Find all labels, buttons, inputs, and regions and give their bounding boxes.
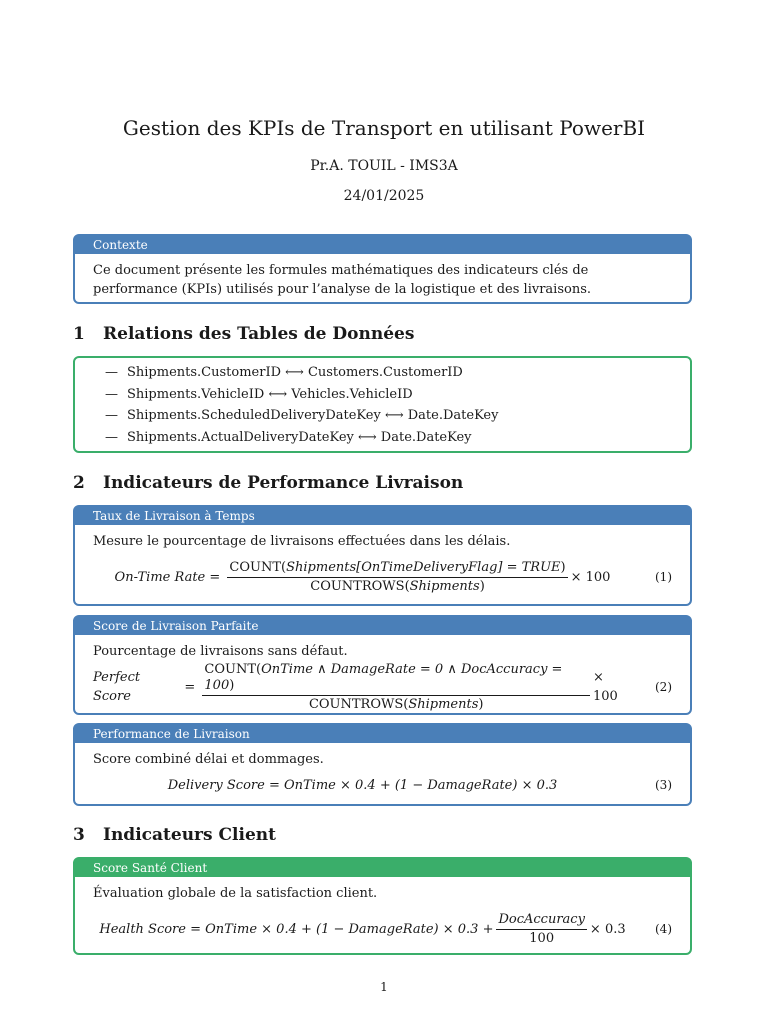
kpi-description: Score combiné délai et dommages. [93,752,324,767]
section-heading-1 [73,324,414,344]
kpi-equation: Health Score = OnTime × 0.4 + (1 − DamageRate) × 0.3 + $\frac{\text{DocAccuracy}}{100}$ × 0.3 (4) [93,909,672,949]
equation-multiplier: × 100 [593,670,618,704]
equation-rhs: OnTime × 0.4 + (1 − DamageRate) × 0.3 [283,777,558,793]
relations-box [73,356,692,453]
section-heading-2 [73,473,463,493]
kpi-header: Taux de Livraison à Temps [75,507,690,525]
context-text: Ce document présente les formules mathématiques des indicateurs clés de performance (KPIs) utilisés pour l’analyse de la logistique et des livraisons. [93,263,591,297]
kpi-equation: On-Time Rate = $\frac{\text{COUNT(Shipments[OnTimeDeliveryFlag] = TRUE)}}{\text{COUNTROWS(Shipments)}}$ × 100 (1) [93,557,672,597]
equation-fraction: $\frac{\text{COUNT(Shipments[OnTimeDeliveryFlag] = TRUE)}}{\text{COUNTROWS(Shipments)}}$ [229,559,566,594]
kpi-description: Évaluation globale de la satisfaction client. [93,886,378,901]
equation-lhs: Health Score [99,921,186,937]
kpi-equation: Delivery Score = OnTime × 0.4 + (1 − DamageRate) × 0.3 (3) [93,771,672,799]
relation-item: — Shipments.VehicleID ⟷ Vehicles.VehicleID [105,386,413,402]
relation-item: — Shipments.CustomerID ⟷ Customers.CustomerID [105,365,463,380]
kpi-header: Performance de Livraison [75,725,690,743]
relation-item: — Shipments.ActualDeliveryDateKey ⟷ Date.DateKey [105,429,472,445]
equation-number: (3) [655,778,672,792]
section-number: 3 [73,825,85,845]
section-title: Indicateurs de Performance Livraison [103,473,464,493]
bidirectional-arrow-icon: ⟷ [384,408,404,423]
kpi-header: Score Santé Client [75,859,690,877]
equation-multiplier: × 0.3 [589,921,626,937]
bidirectional-arrow-icon: ⟷ [358,429,377,445]
document-date: 24/01/2025 [343,188,425,204]
kpi-description: Mesure le pourcentage de livraisons effectuées dans les délais. [93,534,511,549]
equation-multiplier: × 100 [570,569,611,585]
kpi-box-perfect-score [73,615,692,715]
section-number: 2 [73,473,85,493]
document-author: Pr.A. TOUIL - IMS3A [310,158,458,174]
equation-number: (4) [655,922,672,936]
bidirectional-arrow-icon: ⟷ [268,386,288,402]
equation-lhs: Delivery Score [167,777,265,793]
section-number: 1 [73,324,85,344]
equation-lhs: On-Time Rate [114,569,206,585]
kpi-header: Score de Livraison Parfaite [75,617,690,635]
bidirectional-arrow-icon: ⟷ [285,365,304,380]
section-title: Indicateurs Client [103,825,276,845]
section-title: Relations des Tables de Données [103,324,415,344]
equation-number: (1) [655,570,672,584]
kpi-equation: Perfect Score = $\frac{\text{COUNT(OnTime ∧ DamageRate = 0 ∧ DocAccuracy = 100)}}{\text{COUNTROWS(Shipments)}}$ × 100 (2) [93,661,672,712]
relations-list [75,358,690,448]
context-box [73,234,692,304]
equation-fraction: $\frac{\text{DocAccuracy}}{100}$ [498,911,585,946]
context-header: Contexte [75,236,690,254]
kpi-box-health-score [73,857,692,955]
page-number: 1 [380,980,388,994]
equation-lhs: Perfect Score [93,670,141,704]
kpi-box-delivery-score [73,723,692,806]
equation-rhs: OnTime × 0.4 + (1 − DamageRate) × 0.3 + [205,921,494,937]
document-title: Gestion des KPIs de Transport en utilisant PowerBI [122,116,646,140]
equation-fraction: $\frac{\text{COUNT(OnTime ∧ DamageRate = 0 ∧ DocAccuracy = 100)}}{\text{COUNTROWS(Shipments)}}$ [202,662,590,713]
equation-number: (2) [655,680,672,694]
relation-item: — Shipments.ScheduledDeliveryDateKey ⟷ Date.DateKey [105,408,499,423]
kpi-box-on-time-rate [73,505,692,606]
section-heading-3 [73,825,276,845]
kpi-description: Pourcentage de livraisons sans défaut. [93,644,348,659]
